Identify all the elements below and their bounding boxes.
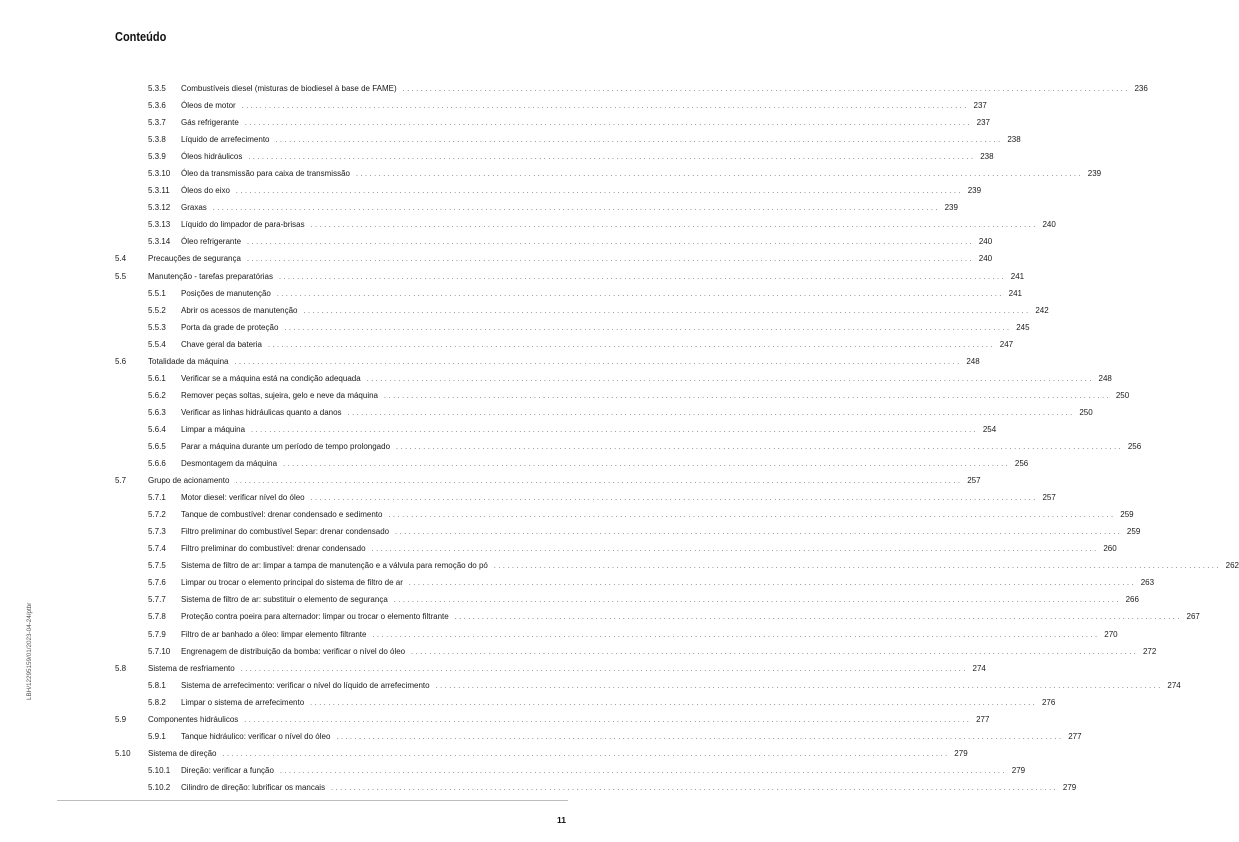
toc-entry-page: 248 — [1098, 373, 1112, 383]
toc-dot-leader: ................................................................................................................................................................ — [372, 631, 1100, 639]
toc-entry[interactable] — [0, 455, 1029, 472]
toc-entry-title: Desmontagem da máquina — [181, 459, 278, 469]
toc-entry-number: 5.3.13 — [148, 220, 171, 230]
toc-entry-title: Componentes hidráulicos — [148, 714, 239, 724]
toc-entry[interactable] — [0, 302, 1049, 319]
toc-entry-page: 259 — [1126, 527, 1141, 537]
toc-entry-title: Sistema de direção — [148, 748, 217, 758]
toc-dot-leader: ................................................................................................................................................................ — [384, 392, 1112, 400]
toc-entry[interactable] — [0, 574, 1155, 591]
toc-entry-page: 257 — [967, 476, 981, 486]
toc-entry-number: 5.7.7 — [148, 595, 166, 605]
toc-dot-leader: ................................................................................................................................................................ — [402, 86, 1130, 93]
toc-dot-leader: ................................................................................................................................................................ — [283, 461, 1011, 469]
toc-entry-page: 247 — [999, 339, 1014, 349]
toc-dot-leader: ................................................................................................................................................................ — [246, 256, 975, 264]
toc-entry-body — [181, 421, 997, 439]
toc-entry-page: 254 — [982, 424, 997, 434]
toc-entry-body — [181, 643, 1157, 661]
toc-dot-leader: ................................................................................................................................................................ — [279, 767, 1008, 775]
toc-entry-title: Parar a máquina durante um período de tempo prolongado — [181, 441, 391, 451]
toc-entry[interactable] — [0, 779, 1077, 796]
toc-entry[interactable] — [0, 319, 1030, 336]
toc-dot-leader: ................................................................................................................................................................ — [222, 750, 950, 758]
toc-dot-leader: ................................................................................................................................................................ — [247, 239, 975, 247]
toc-entry-body — [181, 336, 1014, 354]
toc-entry[interactable] — [0, 694, 1056, 711]
toc-entry-number: 5.7.4 — [148, 544, 166, 554]
toc-dot-leader: ................................................................................................................................................................ — [240, 665, 968, 673]
toc-entry-body — [181, 677, 1181, 695]
toc-entry-page: 236 — [1134, 84, 1148, 93]
toc-entry-title: Combustíveis diesel (misturas de biodiesel à base de FAME) — [181, 84, 397, 93]
toc-entry-page: 263 — [1140, 578, 1155, 588]
toc-entry-number: 5.3.14 — [148, 237, 171, 247]
toc-entry[interactable] — [0, 523, 1141, 540]
toc-entry-number: 5.4 — [115, 254, 127, 264]
toc-entry-title: Totalidade da máquina — [148, 356, 229, 366]
toc-dot-leader: ................................................................................................................................................................ — [267, 341, 996, 349]
toc-entry-title: Tanque de combustível: drenar condensado e sedimento — [181, 510, 383, 520]
toc-entry-page: 267 — [1186, 612, 1200, 622]
toc-entry[interactable] — [0, 182, 982, 199]
toc-entry-title: Grupo de acionamento — [148, 476, 230, 486]
toc-entry-page: 239 — [967, 186, 982, 196]
toc-entry-page: 250 — [1115, 390, 1130, 400]
toc-entry-page: 270 — [1104, 629, 1118, 639]
toc-entry-title: Chave geral da bateria — [181, 339, 262, 349]
toc-entry-page: 274 — [972, 663, 986, 673]
toc-entry-body — [181, 506, 1134, 524]
toc-entry[interactable] — [0, 285, 1023, 302]
toc-entry-body — [181, 302, 1049, 320]
toc-dot-leader: ................................................................................................................................................................ — [355, 171, 1084, 179]
toc-entry-number: 5.3.10 — [148, 169, 171, 179]
toc-entry-number: 5.6.1 — [148, 373, 166, 383]
toc-entry[interactable] — [0, 97, 987, 114]
toc-entry-page: 277 — [1068, 731, 1082, 741]
toc-entry-page: 240 — [1042, 220, 1056, 230]
toc-entry[interactable] — [0, 387, 1130, 404]
toc-entry-title: Cilindro de direção: lubrificar os mancais — [181, 782, 326, 792]
toc-entry-page: 257 — [1042, 493, 1056, 503]
toc-dot-leader: ................................................................................................................................................................ — [248, 154, 976, 162]
toc-entry-body — [181, 370, 1112, 388]
toc-entry-body — [181, 489, 1056, 507]
toc-entry-body — [148, 660, 986, 678]
toc-entry-number: 5.5.2 — [148, 305, 166, 315]
toc-dot-leader: ................................................................................................................................................................ — [212, 205, 940, 213]
toc-entry-number: 5.7.9 — [148, 629, 166, 639]
toc-entry-page: 274 — [1167, 680, 1181, 690]
toc-entry[interactable] — [0, 148, 994, 165]
toc-dot-leader: ................................................................................................................................................................ — [393, 597, 1121, 605]
toc-entry-page: 262 — [1225, 561, 1239, 571]
toc-entry-page: 279 — [1011, 765, 1026, 775]
toc-dot-leader: ................................................................................................................................................................ — [395, 529, 1123, 537]
toc-entry[interactable] — [0, 626, 1118, 643]
toc-dot-leader: ................................................................................................................................................................ — [275, 137, 1003, 145]
toc-entry-number: 5.6.5 — [148, 441, 166, 451]
toc-entry-body — [181, 404, 1093, 422]
toc-entry-page: 238 — [980, 152, 994, 162]
toc-entry-number: 5.3.8 — [148, 135, 166, 145]
toc-entry-body — [181, 114, 990, 132]
toc-entry-body — [148, 268, 1025, 286]
toc-dot-leader: ................................................................................................................................................................ — [235, 478, 963, 486]
toc-entry-body — [181, 182, 982, 200]
toc-entry-number: 5.3.7 — [148, 118, 166, 128]
toc-entry-number: 5.7.8 — [148, 612, 166, 622]
toc-entry[interactable] — [0, 643, 1157, 660]
page-title: Conteúdo — [115, 30, 167, 44]
toc-entry-number: 5.6 — [115, 356, 127, 366]
footer-page-number: 11 — [557, 815, 566, 825]
toc-entry-page: 245 — [1016, 322, 1030, 332]
toc-dot-leader: ................................................................................................................................................................ — [276, 290, 1005, 298]
toc-entry-title: Líquido de arrefecimento — [181, 135, 270, 145]
toc-entry-title: Precauções de segurança — [148, 254, 241, 264]
toc-entry-body — [181, 591, 1139, 609]
toc-entry-title: Remover peças soltas, sujeira, gelo e neve da máquina — [181, 390, 378, 400]
toc-entry-page: 248 — [966, 356, 980, 366]
toc-dot-leader: ................................................................................................................................................................ — [278, 273, 1007, 281]
toc-entry-number: 5.7.3 — [148, 527, 166, 537]
toc-entry-page: 250 — [1079, 407, 1093, 417]
toc-entry[interactable] — [0, 472, 981, 489]
toc-entry-number: 5.5.3 — [148, 322, 166, 332]
toc-dot-leader: ................................................................................................................................................................ — [244, 716, 972, 724]
toc-entry-title: Sistema de filtro de ar: substituir o elemento de segurança — [181, 595, 388, 605]
toc-entry[interactable] — [0, 199, 958, 216]
toc-entry-title: Óleo da transmissão para caixa de transmissão — [181, 169, 350, 179]
toc-entry-body — [181, 199, 958, 217]
toc-entry[interactable] — [0, 250, 993, 267]
toc-entry[interactable] — [0, 353, 980, 370]
toc-entry-title: Proteção contra poeira para alternador: limpar ou trocar o elemento filtrante — [181, 612, 449, 622]
toc-entry-title: Abrir os acessos de manutenção — [181, 305, 298, 315]
toc-dot-leader: ................................................................................................................................................................ — [396, 443, 1124, 451]
toc-entry-number: 5.10 — [115, 748, 131, 758]
toc-entry-number: 5.8.1 — [148, 680, 166, 690]
toc-entry-title: Filtro preliminar do combustível Separ: drenar condensado — [181, 527, 390, 537]
toc-entry-body — [181, 762, 1026, 780]
toc-entry-body — [181, 779, 1077, 797]
toc-entry[interactable] — [0, 745, 968, 762]
toc-entry[interactable] — [0, 131, 1021, 148]
toc-dot-leader: ................................................................................................................................................................ — [411, 648, 1139, 656]
toc-entry-title: Limpar a máquina — [181, 424, 246, 434]
toc-entry-number: 5.10.2 — [148, 782, 171, 792]
toc-entry-body — [181, 319, 1030, 337]
toc-entry-body — [181, 540, 1117, 558]
toc-dot-leader: ................................................................................................................................................................ — [408, 580, 1137, 588]
toc-entry-page: 266 — [1125, 595, 1139, 605]
toc-entry-number: 5.3.9 — [148, 152, 166, 162]
toc-entry[interactable] — [0, 677, 1181, 694]
toc-entry-body — [148, 353, 980, 371]
toc-entry[interactable] — [0, 506, 1134, 523]
toc-entry[interactable] — [0, 591, 1139, 608]
toc-entry-page: 242 — [1035, 305, 1049, 315]
toc-dot-leader: ................................................................................................................................................................ — [435, 682, 1163, 690]
table-of-contents — [0, 80, 1239, 796]
toc-entry-page: 260 — [1103, 544, 1117, 554]
toc-entry[interactable] — [0, 608, 1200, 625]
toc-entry-title: Manutenção - tarefas preparatórias — [148, 271, 273, 281]
toc-entry-body — [181, 557, 1239, 575]
toc-entry-title: Sistema de arrefecimento: verificar o nível do líquido de arrefecimento — [181, 680, 430, 690]
toc-entry-body — [148, 745, 968, 763]
toc-entry-page: 259 — [1120, 510, 1134, 520]
toc-entry-number: 5.6.6 — [148, 459, 166, 469]
toc-dot-leader: ................................................................................................................................................................ — [303, 307, 1031, 315]
toc-dot-leader: ................................................................................................................................................................ — [331, 784, 1059, 792]
toc-entry-number: 5.7.6 — [148, 578, 166, 588]
toc-entry-number: 5.7.2 — [148, 510, 166, 520]
toc-entry-page: 276 — [1041, 697, 1056, 707]
toc-entry[interactable] — [0, 114, 990, 131]
toc-entry-title: Posições de manutenção — [181, 288, 271, 298]
toc-entry-number: 5.5 — [115, 271, 127, 281]
toc-entry-page: 241 — [1008, 288, 1023, 298]
toc-entry-number: 5.7.5 — [148, 561, 166, 571]
toc-entry-number: 5.5.1 — [148, 288, 166, 298]
toc-entry-title: Graxas — [181, 203, 207, 213]
toc-entry-page: 240 — [978, 254, 993, 264]
toc-entry-number: 5.3.6 — [148, 101, 166, 111]
toc-dot-leader: ................................................................................................................................................................ — [336, 733, 1064, 741]
toc-entry[interactable] — [0, 540, 1117, 557]
toc-entry-number: 5.10.1 — [148, 765, 171, 775]
toc-entry-title: Óleos do eixo — [181, 186, 230, 196]
toc-entry-title: Engrenagem de distribuição da bomba: verificar o nível do óleo — [181, 646, 406, 656]
toc-entry-title: Filtro preliminar do combustível: drenar condensado — [181, 544, 366, 554]
toc-entry-number: 5.6.3 — [148, 407, 166, 417]
toc-entry[interactable] — [0, 438, 1142, 455]
toc-entry-title: Direção: verificar a função — [181, 765, 274, 775]
toc-dot-leader: ................................................................................................................................................................ — [310, 699, 1038, 707]
toc-entry-body — [148, 250, 993, 268]
toc-entry-title: Óleos de motor — [181, 101, 236, 111]
toc-entry-number: 5.7.10 — [148, 646, 171, 656]
toc-entry-body — [181, 387, 1130, 405]
toc-dot-leader: ................................................................................................................................................................ — [235, 188, 964, 196]
toc-entry-body — [181, 608, 1200, 626]
toc-entry-title: Sistema de filtro de ar: limpar a tampa de manutenção e a válvula para remoção do pó — [181, 561, 488, 571]
toc-dot-leader: ................................................................................................................................................................ — [234, 358, 962, 366]
toc-entry-page: 237 — [976, 118, 990, 128]
toc-entry-body — [181, 626, 1118, 644]
document-code: LBH/12295159/01/2023-04-24/ptbr — [26, 602, 33, 700]
toc-entry-title: Motor diesel: verificar nível do óleo — [181, 493, 305, 503]
toc-entry-page: 238 — [1007, 135, 1021, 145]
toc-entry-number: 5.8.2 — [148, 697, 166, 707]
toc-entry[interactable] — [0, 421, 997, 438]
toc-entry-number: 5.3.5 — [148, 84, 166, 93]
toc-entry-number: 5.3.12 — [148, 203, 171, 213]
toc-entry-body — [181, 165, 1102, 183]
toc-entry-title: Óleos hidráulicos — [181, 152, 243, 162]
toc-entry-number: 5.3.11 — [148, 186, 170, 196]
toc-entry-number: 5.6.2 — [148, 390, 166, 400]
toc-entry-title: Líquido do limpador de para-brisas — [181, 220, 305, 230]
toc-entry-page: 256 — [1127, 441, 1142, 451]
toc-dot-leader: ................................................................................................................................................................ — [310, 222, 1038, 230]
toc-entry-body — [181, 523, 1141, 541]
toc-dot-leader: ................................................................................................................................................................ — [454, 614, 1182, 622]
toc-entry-title: Sistema de resfriamento — [148, 663, 235, 673]
toc-entry-page: 240 — [978, 237, 993, 247]
toc-entry-title: Tanque hidráulico: verificar o nível do óleo — [181, 731, 331, 741]
toc-entry-body — [181, 148, 994, 166]
toc-entry[interactable] — [0, 216, 1056, 233]
toc-entry-page: 241 — [1010, 271, 1025, 281]
toc-dot-leader: ................................................................................................................................................................ — [244, 120, 972, 128]
toc-entry-number: 5.7 — [115, 476, 127, 486]
toc-dot-leader: ................................................................................................................................................................ — [347, 409, 1075, 417]
toc-entry-number: 5.5.4 — [148, 339, 166, 349]
toc-entry-page: 239 — [944, 203, 958, 213]
toc-entry-title: Verificar as linhas hidráulicas quanto a danos — [181, 407, 342, 417]
toc-entry[interactable] — [0, 728, 1082, 745]
toc-entry[interactable] — [0, 660, 986, 677]
toc-entry-body — [181, 728, 1082, 746]
toc-entry[interactable] — [0, 336, 1014, 353]
toc-entry[interactable] — [0, 762, 1026, 779]
toc-entry-body — [181, 438, 1142, 456]
toc-entry-page: 279 — [1062, 782, 1077, 792]
toc-entry-body — [181, 233, 993, 251]
toc-entry-title: Filtro de ar banhado a óleo: limpar elemento filtrante — [181, 629, 367, 639]
toc-entry-body — [181, 694, 1056, 712]
toc-entry-page: 237 — [973, 101, 987, 111]
toc-entry[interactable] — [0, 557, 1239, 574]
toc-dot-leader: ................................................................................................................................................................ — [310, 495, 1038, 503]
toc-entry-page: 272 — [1142, 646, 1157, 656]
toc-entry-title: Porta da grade de proteção — [181, 322, 279, 332]
toc-dot-leader: ................................................................................................................................................................ — [284, 324, 1012, 332]
toc-dot-leader: ................................................................................................................................................................ — [388, 512, 1116, 520]
toc-entry-number: 5.6.4 — [148, 424, 166, 434]
toc-dot-leader: ................................................................................................................................................................ — [493, 563, 1222, 571]
toc-entry-number: 5.8 — [115, 663, 127, 673]
toc-entry-page: 277 — [976, 714, 990, 724]
toc-entry-number: 5.9.1 — [148, 731, 166, 741]
toc-entry-body — [181, 285, 1023, 303]
toc-entry-body — [181, 131, 1021, 149]
toc-entry-body — [181, 97, 987, 115]
toc-entry-page: 256 — [1014, 459, 1029, 469]
toc-entry[interactable] — [0, 268, 1025, 285]
toc-entry[interactable] — [0, 711, 990, 728]
toc-dot-leader: ................................................................................................................................................................ — [241, 103, 969, 111]
toc-entry-number: 5.9 — [115, 714, 127, 724]
toc-dot-leader: ................................................................................................................................................................ — [371, 546, 1099, 554]
toc-entry[interactable] — [0, 404, 1093, 421]
toc-entry-title: Verificar se a máquina está na condição adequada — [181, 373, 361, 383]
toc-entry[interactable] — [0, 80, 1148, 97]
toc-entry-title: Limpar o sistema de arrefecimento — [181, 697, 305, 707]
toc-entry-body — [181, 455, 1029, 473]
toc-entry-number: 5.7.1 — [148, 493, 166, 503]
toc-entry[interactable] — [0, 165, 1102, 182]
toc-entry-body — [148, 472, 981, 490]
toc-entry-body — [181, 80, 1148, 98]
toc-entry[interactable] — [0, 489, 1056, 506]
toc-entry-page: 239 — [1087, 169, 1102, 179]
toc-entry[interactable] — [0, 370, 1112, 387]
toc-entry-body — [148, 711, 990, 729]
toc-dot-leader: ................................................................................................................................................................ — [251, 426, 979, 434]
footer-divider — [57, 800, 568, 801]
toc-entry-title: Limpar ou trocar o elemento principal do sistema de filtro de ar — [181, 578, 403, 588]
toc-entry-title: Óleo refrigerante — [181, 237, 242, 247]
toc-entry-page: 279 — [954, 748, 968, 758]
toc-entry-body — [181, 574, 1155, 592]
toc-entry-title: Gás refrigerante — [181, 118, 239, 128]
toc-entry-body — [181, 216, 1056, 234]
toc-dot-leader: ................................................................................................................................................................ — [366, 375, 1094, 383]
toc-entry[interactable] — [0, 233, 993, 250]
